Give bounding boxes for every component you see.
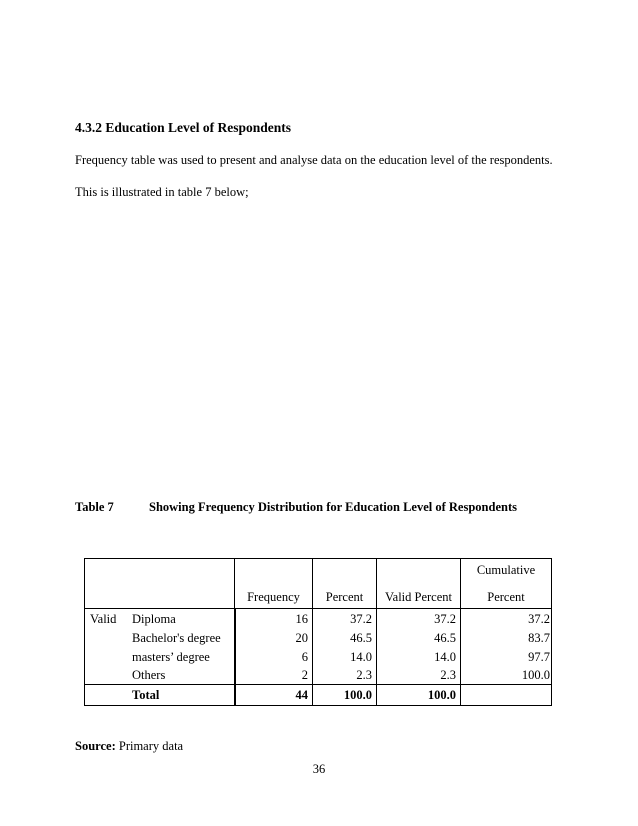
page-number: 36 xyxy=(312,762,326,776)
cell-frequency: 20 xyxy=(295,631,308,645)
cell-percent: 2.3 xyxy=(356,668,372,682)
cell-frequency: 6 xyxy=(301,650,308,664)
section-heading: 4.3.2 Education Level of Respondents xyxy=(75,120,292,135)
source-value: Primary data xyxy=(118,739,184,753)
total-valid-percent: 100.0 xyxy=(427,688,456,702)
table-caption-title: Showing Frequency Distribution for Education Level of Respondents xyxy=(149,500,517,514)
total-divider xyxy=(84,684,552,685)
header-valid-percent: Valid Percent xyxy=(385,590,452,604)
table-caption-number: Table 7 xyxy=(75,500,114,514)
header-cumulative: Cumulative xyxy=(476,563,536,577)
row-label: Others xyxy=(132,668,166,682)
cell-valid-percent: 14.0 xyxy=(434,650,456,664)
cell-percent: 14.0 xyxy=(350,650,372,664)
cell-frequency: 2 xyxy=(301,668,308,682)
paragraph: Frequency table was used to present and analyse data on the education level of the respondents. xyxy=(75,153,553,167)
cell-percent: 46.5 xyxy=(350,631,372,645)
cell-valid-percent: 46.5 xyxy=(434,631,456,645)
cell-frequency: 16 xyxy=(295,612,308,626)
cell-cumulative: 83.7 xyxy=(528,631,550,645)
source-note xyxy=(75,739,183,754)
total-frequency: 44 xyxy=(295,688,308,702)
row-label: Bachelor's degree xyxy=(132,631,221,645)
total-label: Total xyxy=(132,688,160,702)
cell-valid-percent: 37.2 xyxy=(434,612,456,626)
row-label: masters’ degree xyxy=(132,650,210,664)
paragraph: This is illustrated in table 7 below; xyxy=(75,185,249,199)
header-frequency: Frequency xyxy=(247,590,300,604)
group-label: Valid xyxy=(90,612,117,626)
row-label: Diploma xyxy=(132,612,176,626)
cell-cumulative: 37.2 xyxy=(528,612,550,626)
cell-cumulative: 100.0 xyxy=(521,668,550,682)
source-label: Source: xyxy=(75,739,116,753)
cell-valid-percent: 2.3 xyxy=(440,668,456,682)
header-percent: Percent xyxy=(325,590,364,604)
total-percent: 100.0 xyxy=(343,688,372,702)
cell-cumulative: 97.7 xyxy=(528,650,550,664)
frequency-table xyxy=(84,558,552,706)
header-divider xyxy=(84,608,552,609)
header-cumulative-percent: Percent xyxy=(487,590,525,604)
cell-percent: 37.2 xyxy=(350,612,372,626)
